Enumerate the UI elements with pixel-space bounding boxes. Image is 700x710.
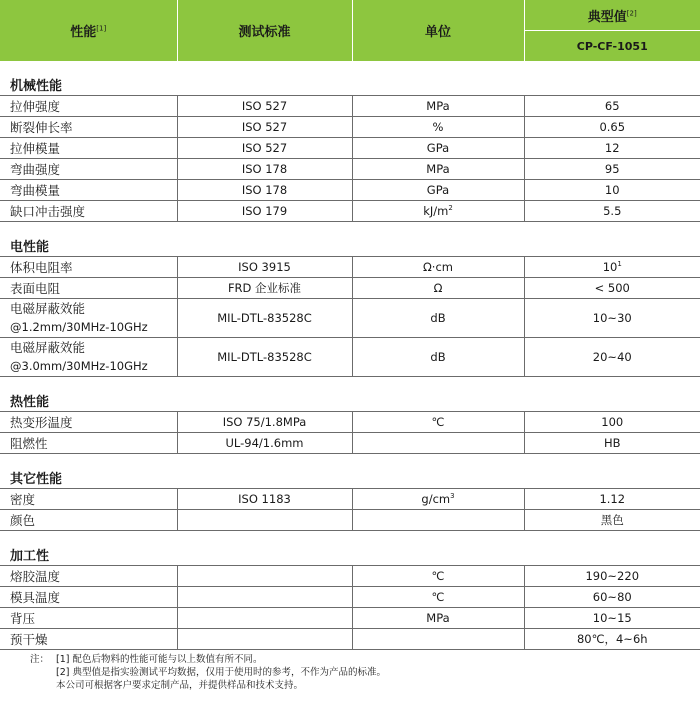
section-header: [0, 467, 700, 489]
unit: ℃: [352, 412, 524, 433]
table-row: [0, 566, 700, 587]
table-row: [0, 433, 700, 454]
property-name: 热变形温度: [0, 412, 177, 433]
section-spacer: [0, 454, 700, 468]
property-name: 缺口冲击强度: [0, 201, 177, 222]
property-name: 模具温度: [0, 587, 177, 608]
section-title: 电性能: [0, 235, 700, 257]
section-spacer: [0, 377, 700, 391]
typical-value: 95: [524, 159, 700, 180]
unit: ℃: [352, 566, 524, 587]
table-row: [0, 629, 700, 650]
unit: ℃: [352, 587, 524, 608]
header-typical: 典型值[2]: [524, 0, 700, 31]
typical-value: 10~30: [524, 299, 700, 338]
section-title: 其它性能: [0, 467, 700, 489]
test-standard: ISO 178: [177, 180, 352, 201]
table-row: [0, 117, 700, 138]
footnote-label: 注：: [30, 654, 50, 665]
section-header: [0, 235, 700, 257]
table-row: [0, 96, 700, 117]
typical-value: 1.12: [524, 489, 700, 510]
property-name: 阻燃性: [0, 433, 177, 454]
test-standard: FRD 企业标准: [177, 278, 352, 299]
header-property: 性能[1]: [0, 0, 177, 61]
test-standard: ISO 527: [177, 96, 352, 117]
test-standard: [177, 587, 352, 608]
typical-value: HB: [524, 433, 700, 454]
property-name: 熔胶温度: [0, 566, 177, 587]
footnote-3: 本公司可根据客户要求定制产品，并提供样品和技术支持。: [56, 680, 304, 691]
test-standard: MIL-DTL-83528C: [177, 338, 352, 377]
unit: $kJ/m^2$: [352, 201, 524, 222]
property-name: 颜色: [0, 510, 177, 531]
typical-value: 100: [524, 412, 700, 433]
table-row: [0, 510, 700, 531]
test-standard: MIL-DTL-83528C: [177, 299, 352, 338]
property-name: 体积电阻率: [0, 257, 177, 278]
unit: [352, 510, 524, 531]
unit: [352, 629, 524, 650]
property-name: 密度: [0, 489, 177, 510]
section-spacer: [0, 531, 700, 545]
typical-value: 20~40: [524, 338, 700, 377]
typical-value: 65: [524, 96, 700, 117]
unit: MPa: [352, 159, 524, 180]
footnote-2: [2] 典型值是指实验测试平均数据，仅用于使用时的参考，不作为产品的标准。: [56, 667, 386, 678]
unit: MPa: [352, 608, 524, 629]
property-name: 电磁屏蔽效能 @1.2mm/30MHz-10GHz: [0, 299, 177, 338]
unit: dB: [352, 299, 524, 338]
table-row: [0, 201, 700, 222]
section-spacer: [0, 61, 700, 74]
test-standard: ISO 179: [177, 201, 352, 222]
unit: MPa: [352, 96, 524, 117]
property-name: 表面电阻: [0, 278, 177, 299]
test-standard: ISO 178: [177, 159, 352, 180]
table-row: [0, 608, 700, 629]
section-header: [0, 74, 700, 96]
header-standard: 测试标准: [177, 0, 352, 61]
unit: [352, 433, 524, 454]
property-name: 弯曲强度: [0, 159, 177, 180]
table-row: [0, 587, 700, 608]
table-body: [0, 61, 700, 650]
unit: GPa: [352, 180, 524, 201]
section-header: [0, 544, 700, 566]
test-standard: UL-94/1.6mm: [177, 433, 352, 454]
table-row: [0, 489, 700, 510]
table-row: [0, 138, 700, 159]
footnote-1: 注： [1] 配色后物料的性能可能与以上数值有所不同。: [30, 654, 263, 665]
property-name: 背压: [0, 608, 177, 629]
property-name: 拉伸强度: [0, 96, 177, 117]
test-standard: [177, 629, 352, 650]
unit: dB: [352, 338, 524, 377]
test-standard: [177, 608, 352, 629]
table-row: [0, 338, 700, 377]
typical-value: 0.65: [524, 117, 700, 138]
typical-value: 60~80: [524, 587, 700, 608]
table-row: [0, 412, 700, 433]
section-header: [0, 390, 700, 412]
section-title: 加工性: [0, 544, 700, 566]
property-name: 拉伸模量: [0, 138, 177, 159]
property-name: 预干燥: [0, 629, 177, 650]
test-standard: ISO 527: [177, 138, 352, 159]
typical-value: 10~15: [524, 608, 700, 629]
header-grade: CP-CF-1051: [524, 31, 700, 62]
section-title: 热性能: [0, 390, 700, 412]
unit: GPa: [352, 138, 524, 159]
test-standard: ISO 75/1.8MPa: [177, 412, 352, 433]
footnotes: [0, 650, 700, 692]
typical-value: 80℃，4~6h: [524, 629, 700, 650]
unit: Ω·cm: [352, 257, 524, 278]
typical-value: 10: [524, 180, 700, 201]
test-standard: [177, 510, 352, 531]
table-row: [0, 299, 700, 338]
typical-value: 12: [524, 138, 700, 159]
typical-value: 黑色: [524, 510, 700, 531]
typical-value: $10^1$: [524, 257, 700, 278]
table-row: [0, 278, 700, 299]
test-standard: ISO 527: [177, 117, 352, 138]
test-standard: ISO 3915: [177, 257, 352, 278]
unit: $g/cm^3$: [352, 489, 524, 510]
test-standard: [177, 566, 352, 587]
test-standard: ISO 1183: [177, 489, 352, 510]
section-spacer: [0, 222, 700, 236]
unit: %: [352, 117, 524, 138]
typical-value: 190~220: [524, 566, 700, 587]
table-row: [0, 257, 700, 278]
property-name: 电磁屏蔽效能 @3.0mm/30MHz-10GHz: [0, 338, 177, 377]
header-unit: 单位: [352, 0, 524, 61]
typical-value: 5.5: [524, 201, 700, 222]
typical-value: < 500: [524, 278, 700, 299]
table-row: [0, 159, 700, 180]
property-name: 弯曲模量: [0, 180, 177, 201]
section-title: 机械性能: [0, 74, 700, 96]
table-row: [0, 180, 700, 201]
property-name: 断裂伸长率: [0, 117, 177, 138]
unit: Ω: [352, 278, 524, 299]
